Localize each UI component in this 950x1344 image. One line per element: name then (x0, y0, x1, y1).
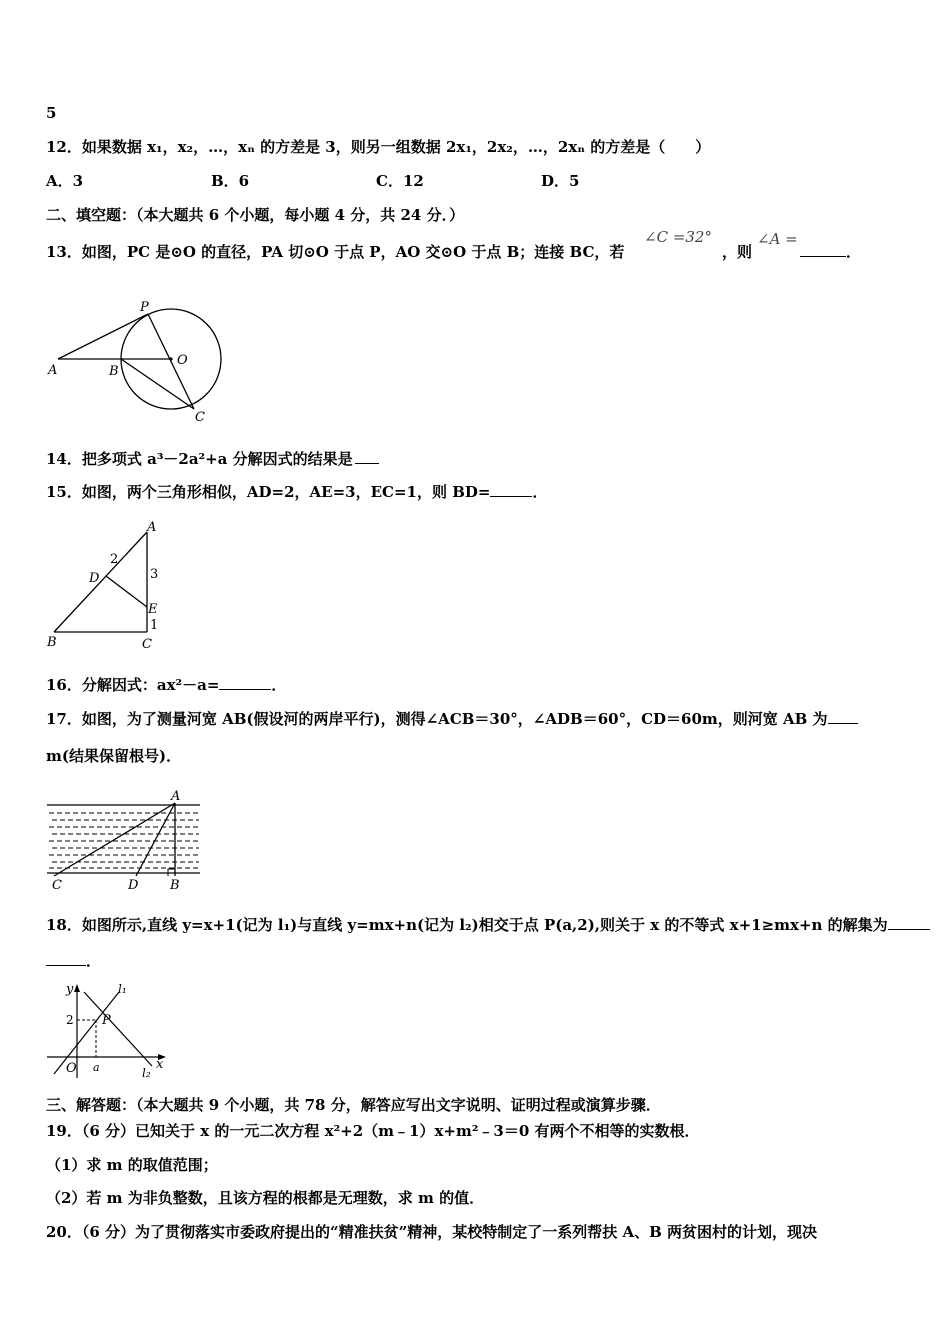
label-x: x (156, 1057, 164, 1072)
label-a: a (93, 1061, 100, 1074)
label-c: C (195, 410, 205, 425)
q17-river-figure (44, 788, 204, 896)
q16-text: 16．分解因式：ax²－a= ． (46, 676, 287, 694)
q13-circle-figure (40, 300, 240, 430)
label-a: A (171, 789, 181, 804)
q18-line1: 18．如图所示,直线 y=x+1(记为 l₁)与直线 y=mx+n(记为 l₂)相交于点 P(a,2),则关于 x 的不等式 x+1≥mx+n 的解集为 (46, 915, 930, 935)
q15-text: 15．如图，两个三角形相似，AD=2，AE=3，EC=1，则 BD= ． (46, 483, 548, 501)
label-b: B (170, 878, 180, 893)
label-l2: l₂ (142, 1066, 151, 1080)
label-e: E (148, 602, 158, 617)
label-a: A (147, 520, 157, 535)
q20-stem: 20．（6 分）为了贯彻落实市委政府提出的“精准扶贫”精神，某校特制定了一系列帮扶 A、B 两贫困村的计划，现决 (46, 1223, 818, 1241)
q17-line1: 17．如图，为了测量河宽 AB(假设河的两岸平行)，测得∠ACB＝30°，∠ADB＝60°，CD＝60m，则河宽 AB 为 (46, 709, 858, 729)
label-2: 2 (110, 552, 119, 567)
label-y: y (66, 982, 74, 997)
q12-stem: 12．如果数据 x₁，x₂，…，xₙ 的方差是 3，则另一组数据 2x₁，2x₂，…，2xₙ 的方差是（ ） (46, 138, 711, 156)
q18-graph-figure (44, 982, 174, 1082)
q13-answer-blank[interactable]: ． (800, 242, 861, 262)
label-p: P (102, 1013, 111, 1028)
label-l1: l₁ (118, 982, 127, 996)
label-b: B (109, 364, 119, 379)
label-c: C (52, 878, 62, 893)
q13-text: 13．如图，PC 是⊙O 的直径，PA 切⊙O 于点 P，AO 交⊙O 于点 B；连接 BC，若 (46, 243, 625, 261)
q13-then: ，则 (722, 243, 753, 261)
q12-option-d[interactable]: D．5 (541, 172, 580, 190)
label-1: 1 (150, 618, 159, 633)
q14-text: 14．把多项式 a³－2a²+a 分解因式的结果是 (46, 449, 379, 469)
label-d: D (89, 571, 100, 586)
label-c: C (142, 637, 152, 652)
q17-line2: m(结果保留根号)． (46, 747, 182, 765)
q15-triangle-figure (44, 518, 169, 658)
q18-line2: ． (46, 951, 101, 971)
q12-option-b[interactable]: B．6 (211, 172, 250, 190)
label-d: D (128, 878, 139, 893)
q19-part2: （2）若 m 为非负整数，且该方程的根都是无理数，求 m 的值． (46, 1189, 485, 1207)
label-3: 3 (150, 567, 159, 582)
page-number: 5 (46, 104, 57, 122)
q13-angle-a: ∠A = (757, 230, 798, 248)
label-a: A (48, 363, 58, 378)
label-o: O (66, 1061, 77, 1076)
label-b: B (47, 635, 57, 650)
label-o: O (177, 353, 188, 368)
q19-part1: （1）求 m 的取值范围； (46, 1156, 218, 1174)
label-2: 2 (66, 1013, 74, 1027)
q12-option-a[interactable]: A．3 (46, 172, 84, 190)
section-2-heading: 二、填空题：（本大题共 6 个小题，每小题 4 分，共 24 分．） (46, 206, 465, 224)
section-3-heading: 三、解答题：（本大题共 9 个小题，共 78 分，解答应写出文字说明、证明过程或演算步骤． (46, 1096, 661, 1114)
q19-stem: 19．（6 分）已知关于 x 的一元二次方程 x²+2（m﹣1）x+m²﹣3＝0 有两个不相等的实数根． (46, 1122, 700, 1140)
q12-option-c[interactable]: C．12 (376, 172, 424, 190)
label-p: P (140, 300, 149, 315)
q13-angle-c: ∠C =32° (644, 228, 712, 246)
